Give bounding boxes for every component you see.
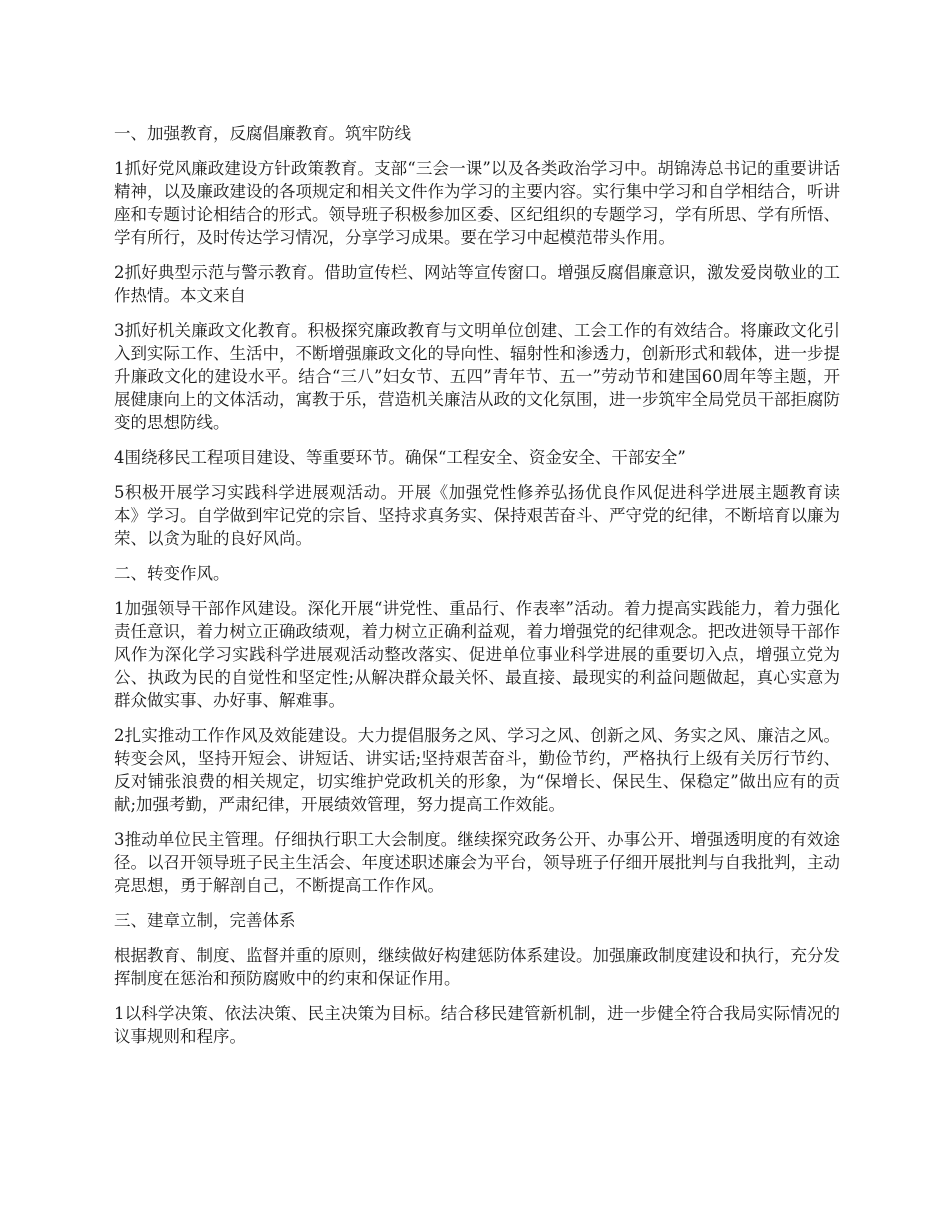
- paragraph: 3推动单位民主管理。仔细执行职工大会制度。继续探究政务公开、办事公开、增强透明度的有效途径。以召开领导班子民主生活会、年度述职述廉会为平台，领导班子仔细开展批判与自我批判，主动亮思想，勇于解剖自己，不断提高工作作风。: [114, 830, 840, 895]
- paragraph: 3抓好机关廉政文化教育。积极探究廉政教育与文明单位创建、工会工作的有效结合。将廉政文化引入到实际工作、生活中，不断增强廉政文化的导向性、辐射性和渗透力，创新形式和载体，进一步提升廉政文化的建设水平。结合“三八”妇女节、五四”青年节、五一”劳动节和建国60周年等主题，开展健康向上的文体活动，寓教于乐，营造机关廉洁从政的文化氛围，进一步筑牢全局党员干部拒腐防变的思想防线。: [114, 321, 840, 432]
- paragraph: 根据教育、制度、监督并重的原则，继续做好构建惩防体系建设。加强廉政制度建设和执行，充分发挥制度在惩治和预防腐败中的约束和保证作用。: [114, 946, 840, 988]
- section-heading-3: 三、建章立制，完善体系: [114, 911, 296, 930]
- paragraph: 1加强领导干部作风建设。深化开展“讲党性、重品行、作表率”活动。着力提高实践能力，着力强化责任意识，着力树立正确政绩观，着力树立正确利益观，着力增强党的纪律观念。把改进领导干部作风作为深化学习实践科学进展观活动整改落实、促进单位事业科学进展的重要切入点，增强立党为公、执政为民的自觉性和坚定性;从解决群众最关怀、最直接、最现实的利益问题做起，真心实意为群众做实事、办好事、解难事。: [114, 599, 840, 710]
- section-heading-1: 一、加强教育，反腐倡廉教育。筑牢防线: [114, 124, 411, 143]
- document-body: [114, 122, 840, 1060]
- paragraph: 1以科学决策、依法决策、民主决策为目标。结合移民建管新机制，进一步健全符合我局实际情况的议事规则和程序。: [114, 1004, 840, 1046]
- section-heading-2: 二、转变作风。: [114, 564, 230, 583]
- paragraph: 5积极开展学习实践科学进展观活动。开展《加强党性修养弘扬优良作风促进科学进展主题教育读本》学习。自学做到牢记党的宗旨、坚持求真务实、保持艰苦奋斗、严守党的纪律，不断培育以廉为荣、以贪为耻的良好风尚。: [114, 483, 840, 548]
- paragraph: 1抓好党风廉政建设方针政策教育。支部“三会一课”以及各类政治学习中。胡锦涛总书记的重要讲话精神，以及廉政建设的各项规定和相关文件作为学习的主要内容。实行集中学习和自学相结合，听讲座和专题讨论相结合的形式。领导班子积极参加区委、区纪组织的专题学习，学有所思、学有所悟、学有所行，及时传达学习情况，分享学习成果。要在学习中起模范带头作用。: [114, 159, 840, 247]
- paragraph: 2抓好典型示范与警示教育。借助宣传栏、网站等宣传窗口。增强反腐倡廉意识，激发爱岗敬业的工作热情。本文来自: [114, 263, 840, 305]
- paragraph: 4围绕移民工程项目建设、等重要环节。确保“工程安全、资金安全、干部安全”: [114, 448, 686, 467]
- paragraph: 2扎实推动工作作风及效能建设。大力提倡服务之风、学习之风、创新之风、务实之风、廉洁之风。转变会风，坚持开短会、讲短话、讲实话;坚持艰苦奋斗，勤俭节约，严格执行上级有关厉行节约、反对铺张浪费的相关规定，切实维护党政机关的形象，为“保增长、保民生、保稳定”做出应有的贡献;加强考勤，严肃纪律，开展绩效管理，努力提高工作效能。: [114, 726, 840, 814]
